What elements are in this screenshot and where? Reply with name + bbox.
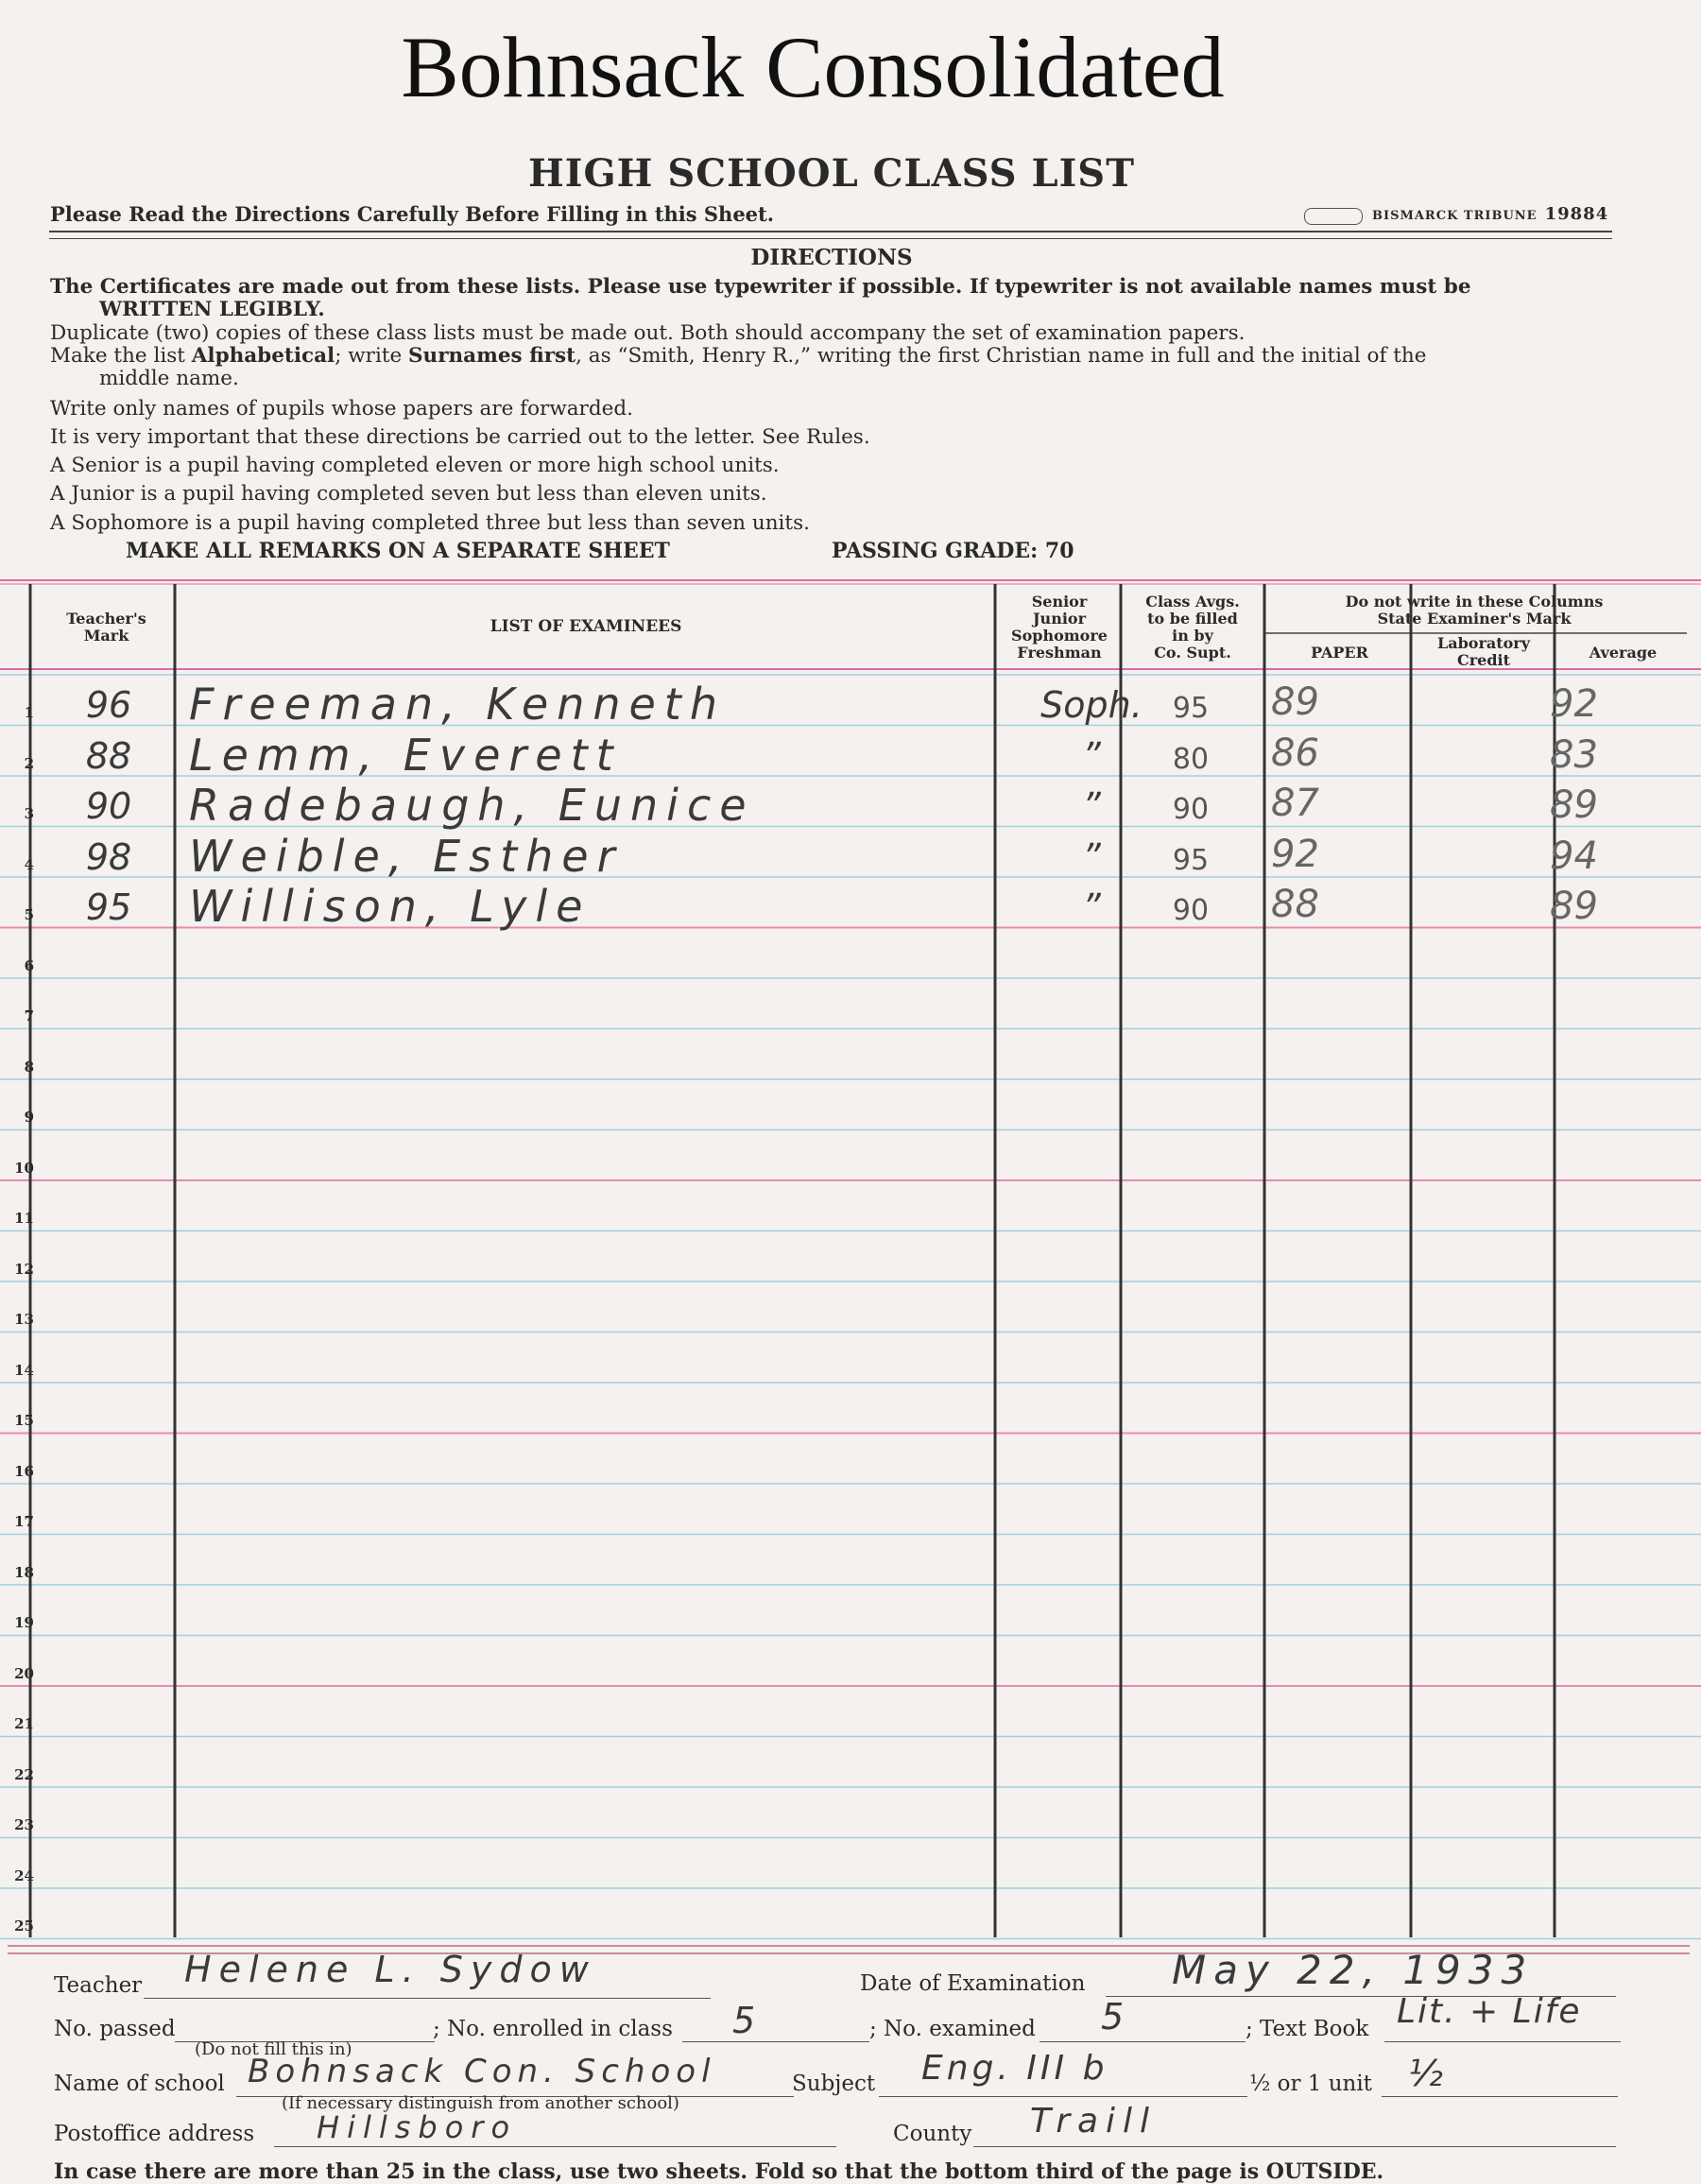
teacher-mark: 96 — [85, 684, 132, 726]
date-label: Date of Examination — [860, 1971, 1086, 1996]
header-paper: PAPER — [1311, 644, 1368, 662]
passed-note: (Do not fill this in) — [195, 2039, 352, 2059]
direction-3-bold-2: Surnames first — [408, 344, 576, 368]
row-number: 25 — [14, 1917, 34, 1935]
class-average: 95 — [1172, 692, 1210, 725]
row-number: 14 — [14, 1361, 34, 1379]
direction-6: A Senior is a pupil having completed eleven or more high school units. — [50, 454, 780, 477]
teacher-mark: 95 — [85, 886, 132, 928]
average-mark: 89 — [1550, 783, 1598, 827]
average-mark: 94 — [1550, 834, 1598, 878]
school-label: Name of school — [54, 2072, 225, 2096]
header-teacher-mark: Teacher's Mark — [66, 610, 146, 645]
enrolled-label: ; No. enrolled in class — [433, 2017, 673, 2041]
paper-mark: 89 — [1271, 680, 1319, 724]
direction-8: A Sophomore is a pupil having completed three but less than seven units. — [50, 511, 810, 535]
class-level: ” — [1082, 734, 1101, 777]
document-title: Bohnsack Consolidated — [401, 19, 1225, 115]
enrolled-line — [682, 2041, 869, 2042]
examined-label: ; No. examined — [869, 2017, 1036, 2041]
printer-number: 19884 — [1544, 204, 1609, 224]
direction-7: A Junior is a pupil having completed seven but less than eleven units. — [50, 482, 767, 506]
printer-name: BISMARCK TRIBUNE — [1372, 209, 1538, 223]
direction-2: Duplicate (two) copies of these class lists must be made out. Both should accompany the set of examination papers. — [50, 321, 1246, 345]
postoffice-value: Hillsboro — [317, 2109, 518, 2145]
direction-1-cont: WRITTEN LEGIBLY. — [99, 298, 325, 321]
row-number: 12 — [14, 1260, 34, 1278]
row-number: 13 — [14, 1311, 34, 1328]
row-number: 4 — [24, 855, 34, 873]
class-level: ” — [1082, 835, 1101, 878]
teacher-value: Helene L. Sydow — [184, 1949, 596, 1990]
row-number: 7 — [24, 1007, 34, 1024]
direction-1: The Certificates are made out from these lists. Please use typewriter if possible. If typewriter is not available names must be — [50, 275, 1471, 299]
teacher-line — [144, 1998, 711, 1999]
examined-value: 5 — [1101, 1996, 1132, 2038]
subject-value: Eng. III b — [921, 2049, 1108, 2088]
unit-line — [1382, 2096, 1618, 2097]
class-average: 80 — [1172, 742, 1210, 776]
county-line — [973, 2146, 1616, 2147]
school-note: (If necessary distinguish from another school) — [282, 2093, 679, 2113]
average-mark: 83 — [1550, 732, 1598, 777]
paper-mark: 88 — [1271, 883, 1319, 926]
bottom-note: In case there are more than 25 in the class, use two sheets. Fold so that the bottom third of the page is OUTSIDE. — [54, 2159, 1384, 2184]
directions-heading: DIRECTIONS — [750, 245, 913, 270]
direction-3-text: Make the list — [50, 344, 192, 368]
paper-mark: 87 — [1271, 782, 1319, 825]
row-number: 22 — [14, 1765, 34, 1783]
header-do-not-write: Do not write in these Columns State Examiner's Mark — [1345, 593, 1604, 628]
row-number: 24 — [14, 1866, 34, 1884]
examinee-name: Willison, Lyle — [189, 881, 592, 932]
direction-3 — [50, 345, 1611, 368]
row-number: 15 — [14, 1412, 34, 1429]
class-level: Soph. — [1040, 684, 1143, 726]
header-class-avgs: Class Avgs. to be filled in by Co. Supt. — [1145, 593, 1240, 662]
paper-mark: 86 — [1271, 731, 1319, 775]
textbook-label: ; Text Book — [1246, 2017, 1369, 2041]
direction-3-cont: middle name. — [99, 367, 239, 390]
unit-label: ½ or 1 unit — [1249, 2072, 1372, 2096]
examinee-name: Freeman, Kenneth — [189, 679, 726, 730]
form-title: HIGH SCHOOL CLASS LIST — [528, 151, 1135, 196]
examinee-name: Lemm, Everett — [189, 729, 622, 781]
passing-grade: PASSING GRADE: 70 — [832, 539, 1074, 563]
enrolled-value: 5 — [732, 2000, 764, 2041]
row-number: 2 — [24, 754, 34, 772]
direction-4: Write only names of pupils whose papers are forwarded. — [50, 397, 633, 421]
read-notice: Please Read the Directions Carefully Before Filling in this Sheet. — [50, 202, 775, 226]
class-level: ” — [1082, 886, 1101, 928]
row-number: 5 — [24, 906, 34, 923]
printer-mark — [1304, 204, 1608, 225]
direction-5: It is very important that these directions be carried out to the letter. See Rules. — [50, 425, 870, 449]
row-number: 6 — [24, 956, 34, 974]
row-number: 1 — [24, 704, 34, 721]
direction-3-bold-1: Alphabetical — [191, 344, 335, 368]
examinee-name: Weible, Esther — [189, 830, 624, 882]
county-label: County — [893, 2122, 972, 2146]
teacher-label: Teacher — [54, 1973, 143, 1998]
row-number: 20 — [14, 1664, 34, 1682]
teacher-mark: 98 — [85, 835, 132, 878]
teacher-mark: 88 — [85, 734, 132, 777]
union-label-icon — [1304, 208, 1363, 225]
school-value: Bohnsack Con. School — [248, 2053, 716, 2090]
average-mark: 92 — [1550, 682, 1598, 726]
examined-line — [1040, 2041, 1246, 2042]
row-number: 8 — [24, 1058, 34, 1075]
header-grade: Senior Junior Sophomore Freshman — [1011, 593, 1108, 662]
header-lab-credit: Laboratory Credit — [1436, 634, 1531, 669]
header-rule — [49, 231, 1612, 239]
examinee-name: Radebaugh, Eunice — [189, 780, 755, 831]
row-number: 17 — [14, 1513, 34, 1530]
row-number: 21 — [14, 1715, 34, 1732]
postoffice-line — [274, 2146, 836, 2147]
class-average: 90 — [1172, 793, 1210, 826]
passed-label: No. passed — [54, 2017, 176, 2041]
textbook-value: Lit. + Life — [1397, 1992, 1582, 2031]
postoffice-label: Postoffice address — [54, 2122, 255, 2146]
teacher-mark: 90 — [85, 785, 132, 827]
class-average: 95 — [1172, 843, 1210, 877]
remarks-note: MAKE ALL REMARKS ON A SEPARATE SHEET — [126, 539, 670, 563]
class-level: ” — [1082, 785, 1101, 827]
row-number: 3 — [24, 805, 34, 822]
subject-line — [879, 2096, 1247, 2097]
row-number: 9 — [24, 1109, 34, 1126]
row-number: 23 — [14, 1816, 34, 1833]
row-number: 10 — [14, 1159, 34, 1177]
direction-3-text-3: , as “Smith, Henry R.,” writing the first Christian name in full and the initial of the — [576, 344, 1427, 368]
direction-3-text-2: ; write — [335, 344, 409, 368]
row-number: 18 — [14, 1563, 34, 1581]
county-value: Traill — [1030, 2102, 1158, 2141]
date-value: May 22, 1933 — [1172, 1947, 1535, 1993]
paper-mark: 92 — [1271, 832, 1319, 876]
header-average: Average — [1589, 644, 1658, 662]
row-number: 11 — [14, 1210, 34, 1227]
header-examinees: LIST OF EXAMINEES — [490, 617, 682, 636]
row-number: 19 — [14, 1614, 34, 1631]
class-average: 90 — [1172, 894, 1210, 927]
unit-value: ½ — [1408, 2053, 1451, 2094]
row-number: 16 — [14, 1462, 34, 1480]
subject-label: Subject — [792, 2072, 876, 2096]
average-mark: 89 — [1550, 885, 1598, 928]
textbook-line — [1384, 2041, 1621, 2042]
